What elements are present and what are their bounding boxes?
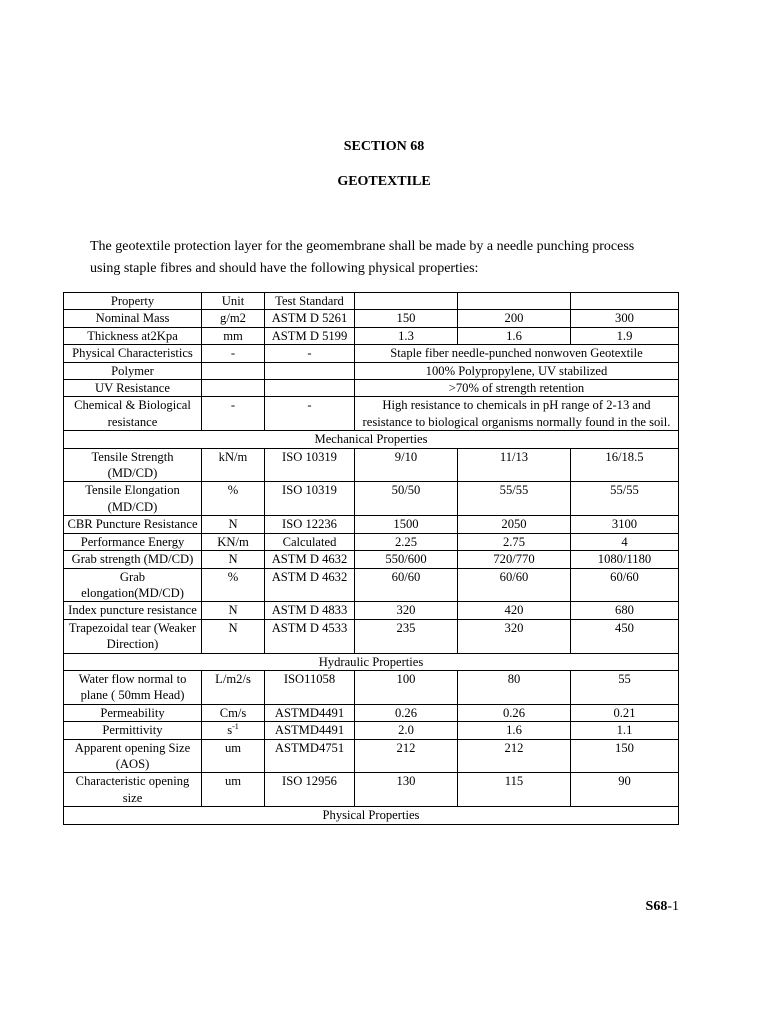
cell-property: Polymer (64, 362, 202, 379)
cell-value-1: 235 (355, 619, 458, 653)
intro-line-1: The geotextile protection layer for the geomembrane shall be made by a needle punching process (90, 239, 635, 254)
cell-value-3: 1.1 (571, 722, 679, 739)
cell-unit: - (202, 397, 265, 431)
cell-value-2: 2050 (458, 516, 571, 533)
cell-unit: - (202, 345, 265, 362)
cell-value-3: 300 (571, 310, 679, 327)
header-standard: Test Standard (265, 293, 355, 310)
table-row (64, 704, 679, 721)
cell-value-3: 0.21 (571, 704, 679, 721)
cell-property: Performance Energy (64, 533, 202, 550)
cell-description: >70% of strength retention (355, 380, 679, 397)
cell-value-3: 150 (571, 739, 679, 773)
cell-value-3: 4 (571, 533, 679, 550)
cell-standard: ISO11058 (265, 670, 355, 704)
cell-property: UV Resistance (64, 380, 202, 397)
cell-value-1: 60/60 (355, 568, 458, 602)
cell-value-2: 0.26 (458, 704, 571, 721)
cell-standard: ASTM D 4632 (265, 568, 355, 602)
cell-value-2: 80 (458, 670, 571, 704)
cell-value-3: 55/55 (571, 482, 679, 516)
mechanical-properties-heading: Mechanical Properties (64, 431, 679, 448)
table-row (64, 310, 679, 327)
page-number-prefix: S68 (645, 899, 668, 914)
cell-unit: mm (202, 327, 265, 344)
header-value-2 (458, 293, 571, 310)
section-title: SECTION 68 (343, 139, 425, 154)
cell-unit: KN/m (202, 533, 265, 550)
cell-unit: um (202, 739, 265, 773)
cell-standard (265, 362, 355, 379)
cell-standard: ASTMD4751 (265, 739, 355, 773)
cell-standard: ISO 12236 (265, 516, 355, 533)
section-row-mechanical (64, 431, 679, 448)
cell-unit: g/m2 (202, 310, 265, 327)
table-row (64, 602, 679, 619)
cell-property: Water flow normal to plane ( 50mm Head) (64, 670, 202, 704)
table-row (64, 448, 679, 482)
cell-value-1: 100 (355, 670, 458, 704)
cell-value-3: 3100 (571, 516, 679, 533)
cell-unit: kN/m (202, 448, 265, 482)
cell-value-2: 420 (458, 602, 571, 619)
cell-property: Grab elongation(MD/CD) (64, 568, 202, 602)
table-row (64, 773, 679, 807)
cell-unit: % (202, 568, 265, 602)
cell-value-3: 680 (571, 602, 679, 619)
cell-value-3: 55 (571, 670, 679, 704)
intro-paragraph (90, 236, 690, 280)
table-row (64, 362, 679, 379)
cell-value-3: 1.9 (571, 327, 679, 344)
cell-value-2: 115 (458, 773, 571, 807)
cell-value-2: 2.75 (458, 533, 571, 550)
cell-value-1: 320 (355, 602, 458, 619)
cell-unit: L/m2/s (202, 670, 265, 704)
cell-unit (202, 380, 265, 397)
properties-table (63, 292, 679, 825)
header-value-1 (355, 293, 458, 310)
cell-description: High resistance to chemicals in pH range of 2-13 and resistance to biological organisms normally found in the soil. (355, 397, 679, 431)
cell-standard: ASTM D 4833 (265, 602, 355, 619)
cell-unit: N (202, 602, 265, 619)
table-row (64, 345, 679, 362)
cell-value-3: 60/60 (571, 568, 679, 602)
cell-value-3: 16/18.5 (571, 448, 679, 482)
cell-unit: N (202, 619, 265, 653)
cell-property: Permittivity (64, 722, 202, 739)
header-value-3 (571, 293, 679, 310)
cell-value-2: 720/770 (458, 551, 571, 568)
cell-unit (202, 362, 265, 379)
cell-standard: ISO 12956 (265, 773, 355, 807)
cell-description: Staple fiber needle-punched nonwoven Geotextile (355, 345, 679, 362)
cell-standard: ASTM D 5261 (265, 310, 355, 327)
cell-standard: ASTM D 4533 (265, 619, 355, 653)
table-row (64, 380, 679, 397)
cell-description: 100% Polypropylene, UV stabilized (355, 362, 679, 379)
cell-standard: Calculated (265, 533, 355, 550)
page-number-suffix: -1 (667, 899, 679, 914)
cell-value-2: 320 (458, 619, 571, 653)
cell-value-1: 130 (355, 773, 458, 807)
cell-property: Nominal Mass (64, 310, 202, 327)
cell-value-1: 550/600 (355, 551, 458, 568)
cell-standard: ISO 10319 (265, 448, 355, 482)
table-row (64, 619, 679, 653)
header-unit: Unit (202, 293, 265, 310)
cell-property: CBR Puncture Resistance (64, 516, 202, 533)
cell-unit: % (202, 482, 265, 516)
cell-value-1: 2.0 (355, 722, 458, 739)
table-row (64, 551, 679, 568)
table-row (64, 482, 679, 516)
cell-unit: Cm/s (202, 704, 265, 721)
section-row-hydraulic (64, 653, 679, 670)
cell-value-2: 11/13 (458, 448, 571, 482)
cell-value-1: 212 (355, 739, 458, 773)
intro-line-2: using staple fibres and should have the following physical properties: (90, 261, 479, 276)
cell-unit (202, 722, 265, 739)
table-row (64, 739, 679, 773)
cell-value-3: 450 (571, 619, 679, 653)
physical-properties-heading: Physical Properties (64, 807, 679, 824)
cell-value-1: 1500 (355, 516, 458, 533)
cell-value-3: 1080/1180 (571, 551, 679, 568)
cell-property: Permeability (64, 704, 202, 721)
unit-exponent: -1 (232, 721, 239, 731)
cell-value-2: 212 (458, 739, 571, 773)
cell-value-3: 90 (571, 773, 679, 807)
cell-standard: - (265, 397, 355, 431)
cell-property: Thickness at2Kpa (64, 327, 202, 344)
cell-standard: ASTM D 5199 (265, 327, 355, 344)
section-row-physical (64, 807, 679, 824)
cell-value-2: 1.6 (458, 327, 571, 344)
table-row (64, 397, 679, 431)
cell-property: Tensile Elongation (MD/CD) (64, 482, 202, 516)
cell-property: Trapezoidal tear (Weaker Direction) (64, 619, 202, 653)
page-number (646, 899, 679, 915)
cell-value-2: 1.6 (458, 722, 571, 739)
cell-value-1: 150 (355, 310, 458, 327)
cell-standard: ASTMD4491 (265, 722, 355, 739)
cell-value-1: 1.3 (355, 327, 458, 344)
cell-property: Grab strength (MD/CD) (64, 551, 202, 568)
table-header-row (64, 293, 679, 310)
cell-value-1: 50/50 (355, 482, 458, 516)
table-row (64, 568, 679, 602)
cell-value-2: 200 (458, 310, 571, 327)
cell-standard: ASTMD4491 (265, 704, 355, 721)
document-title: GEOTEXTILE (337, 174, 431, 189)
table-row (64, 516, 679, 533)
cell-standard (265, 380, 355, 397)
cell-property: Index puncture resistance (64, 602, 202, 619)
cell-value-2: 60/60 (458, 568, 571, 602)
cell-unit: N (202, 516, 265, 533)
cell-standard: ASTM D 4632 (265, 551, 355, 568)
cell-value-1: 9/10 (355, 448, 458, 482)
cell-standard: - (265, 345, 355, 362)
table-row (64, 533, 679, 550)
cell-value-1: 0.26 (355, 704, 458, 721)
cell-property: Chemical & Biological resistance (64, 397, 202, 431)
unit-base: s (227, 723, 233, 738)
cell-unit: N (202, 551, 265, 568)
table-row (64, 722, 679, 739)
header-property: Property (64, 293, 202, 310)
cell-value-2: 55/55 (458, 482, 571, 516)
cell-property: Physical Characteristics (64, 345, 202, 362)
table-row (64, 670, 679, 704)
cell-standard: ISO 10319 (265, 482, 355, 516)
cell-property: Characteristic opening size (64, 773, 202, 807)
cell-property: Tensile Strength (MD/CD) (64, 448, 202, 482)
cell-value-1: 2.25 (355, 533, 458, 550)
cell-property: Apparent opening Size (AOS) (64, 739, 202, 773)
table-row (64, 327, 679, 344)
cell-unit: um (202, 773, 265, 807)
hydraulic-properties-heading: Hydraulic Properties (64, 653, 679, 670)
